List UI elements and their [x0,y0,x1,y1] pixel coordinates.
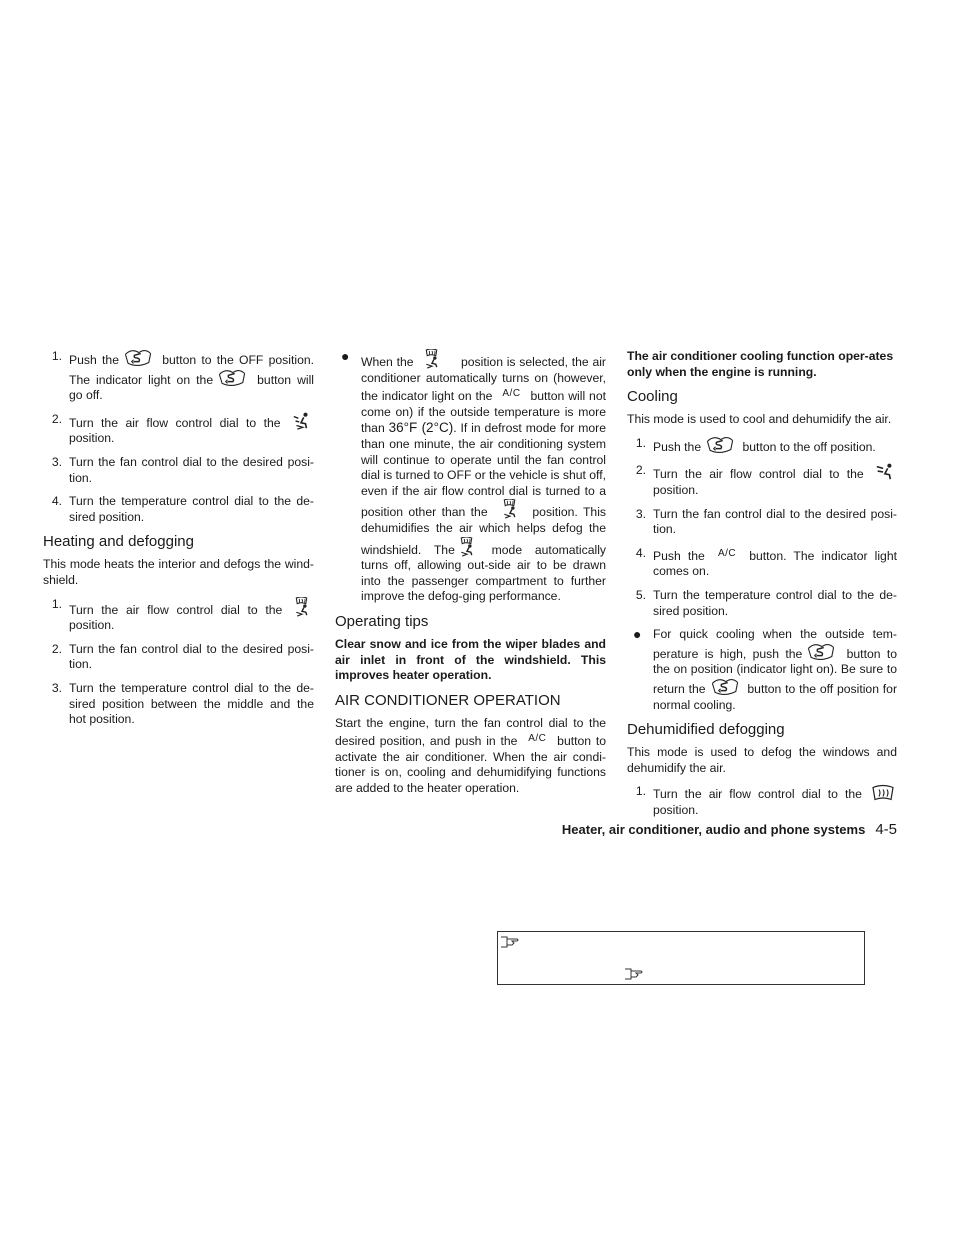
step-number: 2. [635,463,646,478]
step-number: 3. [51,680,62,695]
text-part: mode automatically turns off, allowing out-side air to be drawn into the passenger compartment to further improve the defog-ging performance. [361,542,607,604]
step-number: 1. [51,596,62,611]
defrost-foot-icon [423,349,441,369]
bullet-dot: ● [633,626,642,643]
pointing-hand-icon [500,935,520,949]
section-heading: Heating and defogging [43,533,194,551]
pointing-hand-icon [624,967,644,981]
step-text-part: Turn the air flow control dial to the [653,787,862,802]
text-part: Start the engine, turn the fan control dial to the desired position, and push in the [335,715,606,749]
step-text: Turn the fan control dial to the desired posi-tion. [653,506,897,537]
step-text-part: button to the off position. [742,439,876,454]
recirculation-icon [805,643,837,661]
ac-button-label: A/C [502,388,521,400]
step-item [43,412,314,447]
section-heading: Cooling [627,388,678,406]
step-text-part: Turn the air flow control dial to the [69,415,281,430]
step-text [69,349,314,404]
step-text-part: Push the [69,353,119,367]
ac-operation-text [335,716,606,797]
step-text: Turn the fan control dial to the desired posi-tion. [69,641,314,672]
step-number: 1. [51,349,62,363]
tips-text: Clear snow and ice from the wiper blades and air inlet in front of the windshield. This improves heater operation. [335,636,606,683]
step-item [627,588,897,619]
step-item [627,784,897,818]
text-part: button to activate the air conditioner. When the air condi-tioner is on, cooling and dehumidifying functions are added to the heater operation. [335,734,606,796]
step-number: 3. [635,506,646,521]
bullet-item [627,627,897,713]
text-part: When the [361,355,414,369]
column-3 [627,349,897,826]
engine-note: The air conditioner cooling function oper-ates only when the engine is running. [627,349,894,379]
ac-button-label: A/C [717,547,737,559]
foot-mode-icon [291,412,311,430]
text-part: . If in defrost mode for more than one minute, the air conditioning system will continue to operate until the fan control dial is turned to OFF or the vehicle is shut off, even if the air flow control dial is turned to a position other than the [361,421,606,520]
step-text [653,784,897,818]
temperature-value: 36°F (2°C) [388,420,454,436]
step-number: 2. [51,641,62,656]
section-heading: Dehumidified defogging [627,721,785,739]
bullet-text [653,627,897,713]
text-part: button will not come on) if the outside temperature is more than [361,389,607,436]
step-text [653,436,897,456]
step-item [627,507,897,538]
section-intro: This mode is used to defog the windows and dehumidify the air. [627,745,897,775]
step-item [43,349,314,404]
section-heading: Operating tips [335,612,429,630]
step-text-part: position. [69,618,115,633]
bullet-text [361,349,606,605]
step-text-part: position. [653,802,699,817]
step-item [43,455,314,486]
note-box [497,931,865,985]
ac-button-label: A/C [528,733,547,745]
step-text-part: button to the OFF position. The indicator light on the [69,353,315,387]
step-text: Turn the fan control dial to the desired posi-tion. [69,454,314,485]
step-text-part: button will go off. [69,372,314,403]
step-text [69,597,314,634]
step-text-part: Turn the air flow control dial to the [653,467,864,482]
defrost-icon [872,784,894,801]
face-mode-icon [874,463,894,481]
column-2 [335,349,606,805]
step-item [43,681,314,728]
text-part: button to the on position (indicator light on). Be sure to return the [653,646,897,696]
step-text: Turn the temperature control dial to the de-sired position between the middle and the hot position. [69,680,314,727]
recirculation-icon [216,369,248,387]
step-item [43,642,314,673]
recirculation-icon [709,678,741,696]
step-number: 1. [635,784,646,799]
step-number: 1. [635,435,646,450]
page-number: 4-5 [875,821,897,838]
step-text [69,412,314,447]
text-part: position is selected, the air conditioner automatically turns on (however, the indicator light on the [361,355,606,404]
step-number: 4. [635,545,646,560]
step-text-part: button. The indicator light comes on. [653,548,898,579]
step-text [653,546,897,580]
step-number: 4. [51,494,62,509]
step-number: 5. [635,587,646,602]
recirculation-icon [122,349,154,367]
step-text-part: position. [653,482,699,497]
section-intro: This mode is used to cool and dehumidify the air. [627,412,892,427]
bullet-item [335,349,606,605]
step-text-part: position. [69,431,115,446]
footer-section-title: Heater, air conditioner, audio and phone systems [561,822,866,837]
step-item [627,546,897,580]
step-item [43,494,314,525]
step-item [627,436,897,456]
page-footer [430,822,897,838]
step-item [43,597,314,634]
defrost-foot-icon [501,499,519,519]
section-heading: AIR CONDITIONER OPERATION [335,691,561,709]
step-number: 2. [51,411,62,426]
bullet-dot: ● [341,348,350,364]
step-item [627,463,897,498]
column-1 [43,349,314,736]
step-text: Turn the temperature control dial to the de-sired position. [69,494,314,524]
recirculation-icon [704,436,736,454]
step-text-part: Push the [653,439,702,454]
step-text: Turn the temperature control dial to the de-sired position. [653,587,897,618]
step-number: 3. [51,454,62,469]
text-part: For quick cooling when the outside tem-perature is high, push the [653,627,897,661]
step-text [653,463,897,498]
defrost-foot-icon [293,597,311,617]
defrost-foot-icon [458,537,476,557]
text-part: button to the off position for normal cooling. [653,681,897,712]
step-text-part: Push the [653,548,705,563]
section-intro: This mode heats the interior and defogs the wind-shield. [43,557,314,587]
text-part: position. This dehumidifies the air which helps defog the windshield. The [361,505,606,557]
step-text-part: Turn the air flow control dial to the [69,602,283,617]
